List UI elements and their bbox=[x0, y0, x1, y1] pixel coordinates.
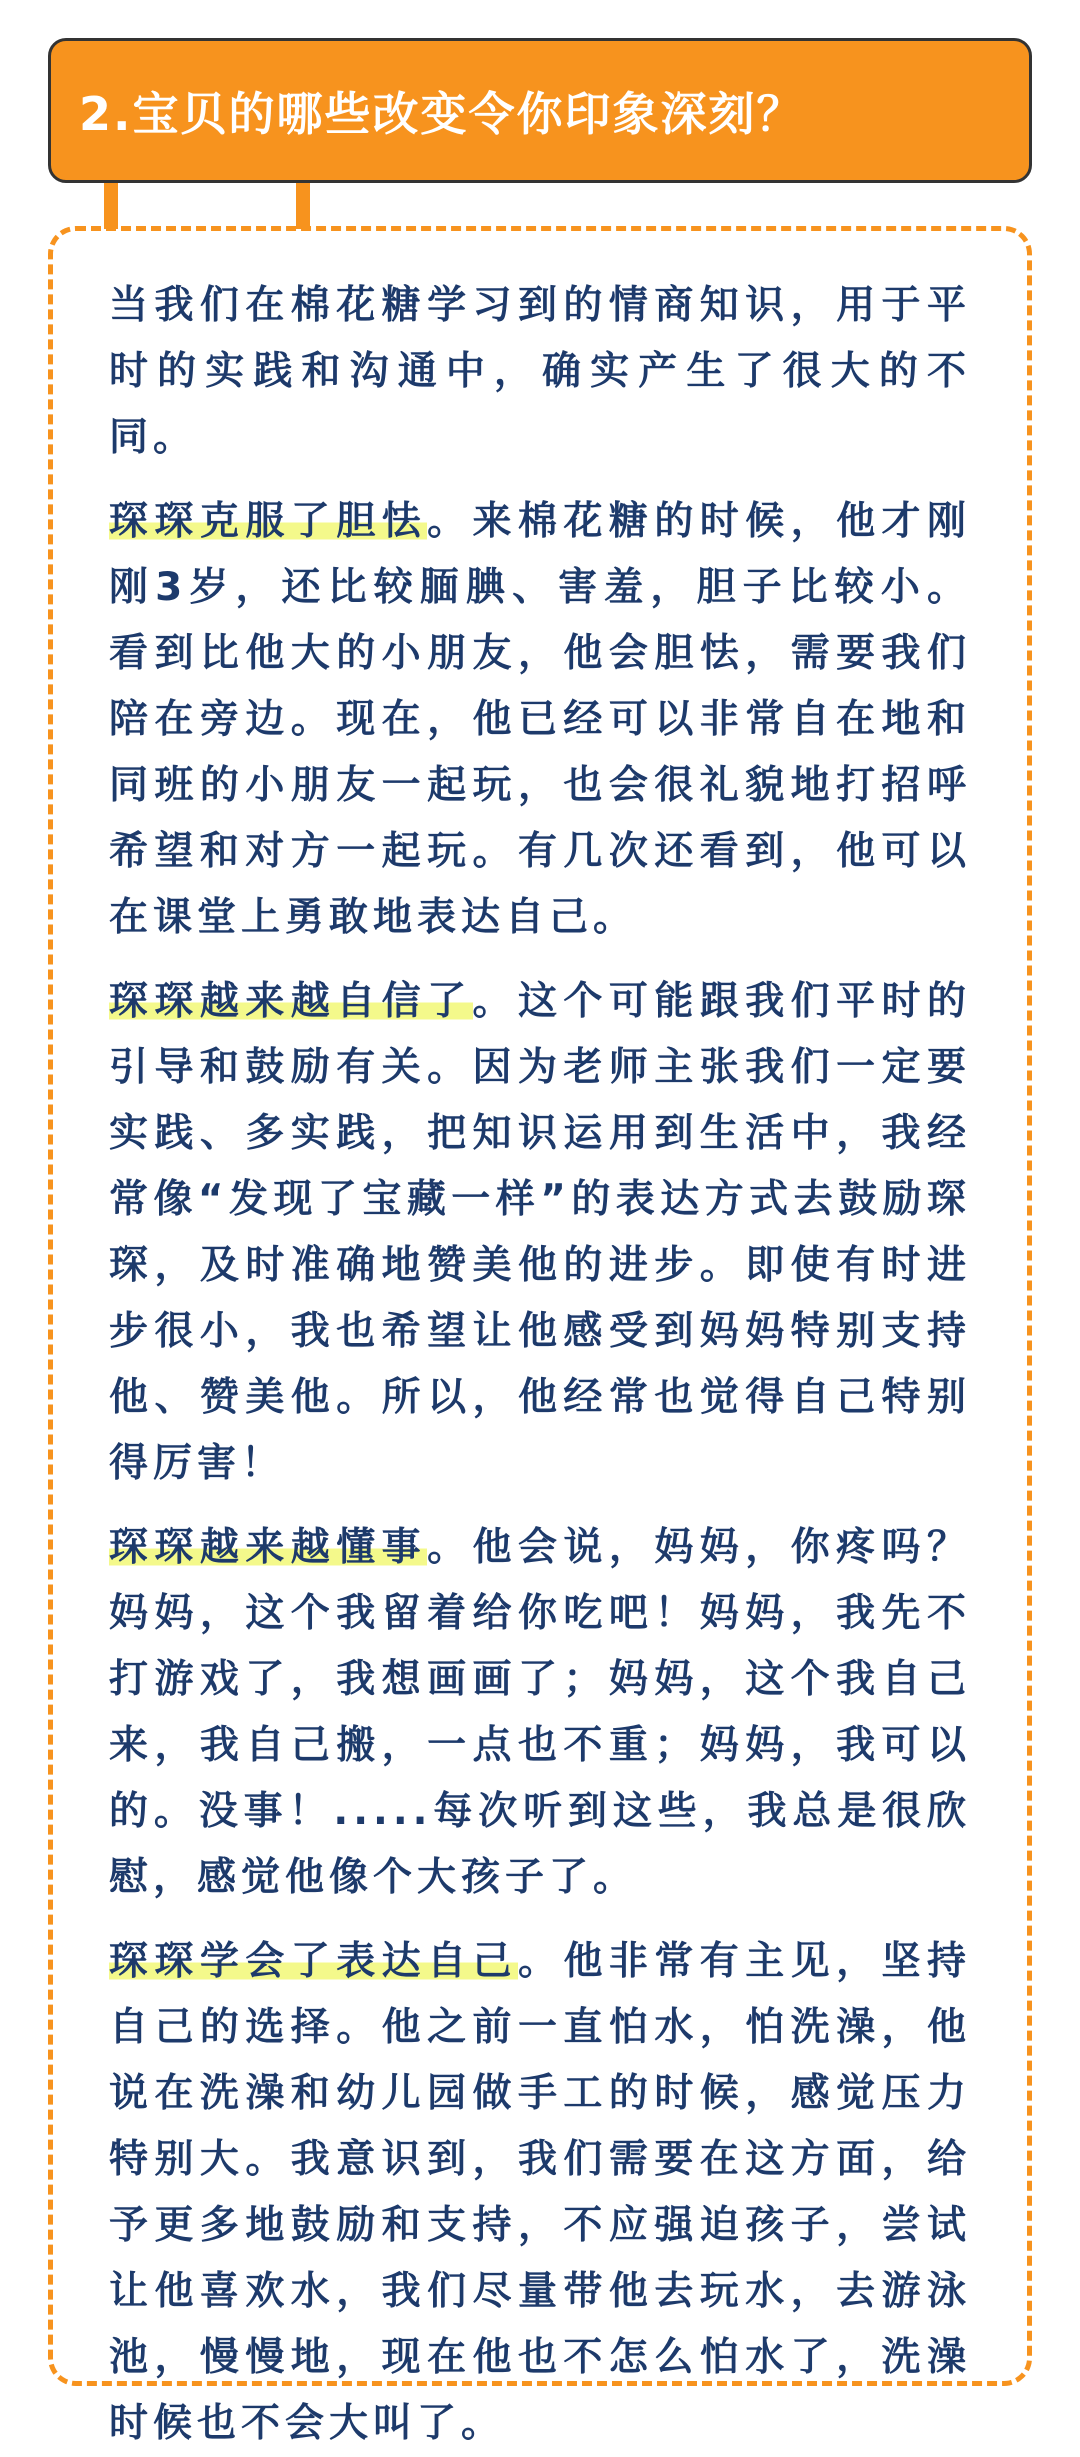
paragraph-highlight: 琛琛越来越懂事 bbox=[109, 1525, 428, 1570]
paragraph-intro bbox=[109, 273, 971, 471]
paragraph-highlight: 琛琛克服了胆怯 bbox=[109, 499, 428, 544]
title-connector-right bbox=[296, 183, 310, 229]
paragraph-text: 。来棉花糖的时候，他才刚刚3岁，还比较腼腆、害羞，胆子比较小。看到比他大的小朋友，他会胆怯，需要我们陪在旁边。现在，他已经可以非常自在地和同班的小朋友一起玩，也会很礼貌地打招呼希望和对方一起玩。有几次还看到，他可以在课堂上勇敢地表达自己。 bbox=[109, 499, 971, 940]
paragraph-more-sensible bbox=[109, 1515, 971, 1911]
paragraph-self-expression bbox=[109, 1929, 971, 2457]
section-title: 2.宝贝的哪些改变令你印象深刻？ bbox=[79, 86, 805, 141]
paragraph-overcame-timidity bbox=[109, 489, 971, 951]
paragraph-text: 。他会说，妈妈，你疼吗？妈妈，这个我留着给你吃吧！妈妈，我先不打游戏了，我想画画了；妈妈，这个我自己来，我自己搬，一点也不重；妈妈，我可以的。没事！.....每次听到这些，我总是很欣慰，感觉他像个大孩子了。 bbox=[109, 1525, 971, 1900]
paragraph-text: 。这个可能跟我们平时的引导和鼓励有关。因为老师主张我们一定要实践、多实践，把知识运用到生活中，我经常像“发现了宝藏一样”的表达方式去鼓励琛琛，及时准确地赞美他的进步。即使有时进步很小，我也希望让他感受到妈妈特别支持他、赞美他。所以，他经常也觉得自己特别得厉害！ bbox=[109, 979, 971, 1486]
paragraph-highlight: 琛琛学会了表达自己 bbox=[109, 1939, 518, 1984]
paragraph-more-confident bbox=[109, 969, 971, 1497]
content-box bbox=[48, 226, 1032, 2446]
paragraph-text: 。他非常有主见，坚持自己的选择。他之前一直怕水，怕洗澡，他说在洗澡和幼儿园做手工的时候，感觉压力特别大。我意识到，我们需要在这方面，给予更多地鼓励和支持，不应强迫孩子，尝试让他喜欢水，我们尽量带他去玩水，去游泳池，慢慢地，现在他也不怎么怕水了，洗澡时候也不会大叫了。 bbox=[109, 1939, 971, 2446]
paragraph-highlight: 琛琛越来越自信了 bbox=[109, 979, 473, 1024]
paragraph-text: 当我们在棉花糖学习到的情商知识，用于平时的实践和沟通中，确实产生了很大的不同。 bbox=[109, 283, 971, 460]
section-title-bar bbox=[48, 38, 1032, 183]
title-connector-left bbox=[104, 183, 118, 229]
